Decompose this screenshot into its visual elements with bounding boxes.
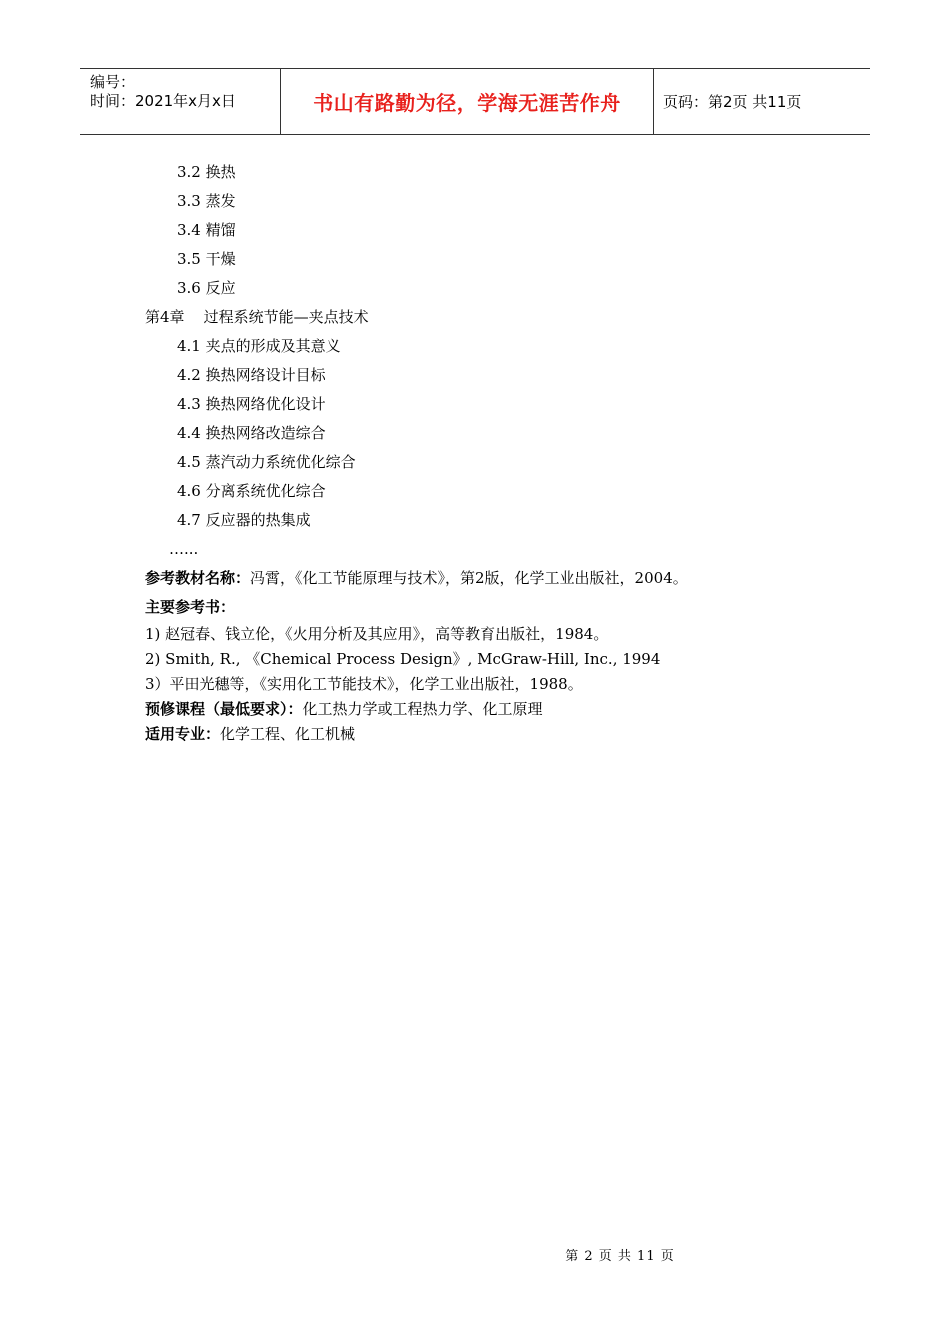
toc-ellipsis: …... (169, 540, 199, 558)
main-refs-label: 主要参考书： (145, 598, 236, 616)
major-line (145, 722, 845, 747)
toc-item: 4.3 换热网络优化设计 (177, 395, 326, 413)
prereq-value: 化工热力学或工程热力学、化工原理 (302, 700, 543, 718)
toc-item: 3.6 反应 (177, 279, 236, 297)
toc-item: 3.5 干燥 (177, 250, 236, 268)
document-body (145, 158, 845, 747)
reference-item: 3）平田光穗等，《实用化工节能技术》，化学工业出版社，1988。 (145, 675, 583, 693)
toc-item: 4.7 反应器的热集成 (177, 511, 311, 529)
toc-item: 4.2 换热网络设计目标 (177, 366, 326, 384)
reference-item: 2) Smith, R., 《Chemical Process Design》, McGraw-Hill, Inc., 1994 (145, 650, 661, 668)
page-footer: 第 2 页 共 11 页 (565, 1249, 675, 1264)
toc-item: 4.1 夹点的形成及其意义 (177, 337, 341, 355)
textbook-line (145, 564, 845, 593)
toc-item: 3.2 换热 (177, 163, 236, 181)
toc-item: 3.3 蒸发 (177, 192, 236, 210)
header-time-label: 时间：2021年x月x日 (90, 92, 236, 110)
toc-item: 4.4 换热网络改造综合 (177, 424, 326, 442)
textbook-value: 冯霄，《化工节能原理与技术》，第2版，化学工业出版社，2004。 (250, 569, 688, 587)
header-page-label: 页码：第2页 共11页 (663, 93, 802, 111)
major-value: 化学工程、化工机械 (220, 725, 356, 743)
reference-item: 1) 赵冠春、钱立伦，《火用分析及其应用》，高等教育出版社，1984。 (145, 625, 609, 643)
textbook-label: 参考教材名称： (145, 569, 251, 587)
toc-item: 3.4 精馏 (177, 221, 236, 239)
page-header (80, 68, 870, 135)
header-meta-cell (80, 69, 281, 134)
toc-item: 4.6 分离系统优化综合 (177, 482, 326, 500)
major-label: 适用专业： (145, 725, 221, 743)
header-number-label: 编号： (90, 73, 136, 91)
toc-item: 4.5 蒸汽动力系统优化综合 (177, 453, 356, 471)
header-motto: 书山有路勤为径，学海无涯苦作舟 (281, 69, 654, 134)
prereq-label: 预修课程（最低要求）： (145, 700, 303, 718)
prereq-line (145, 697, 845, 722)
chapter-heading: 第4章 过程系统节能—夹点技术 (145, 308, 369, 326)
